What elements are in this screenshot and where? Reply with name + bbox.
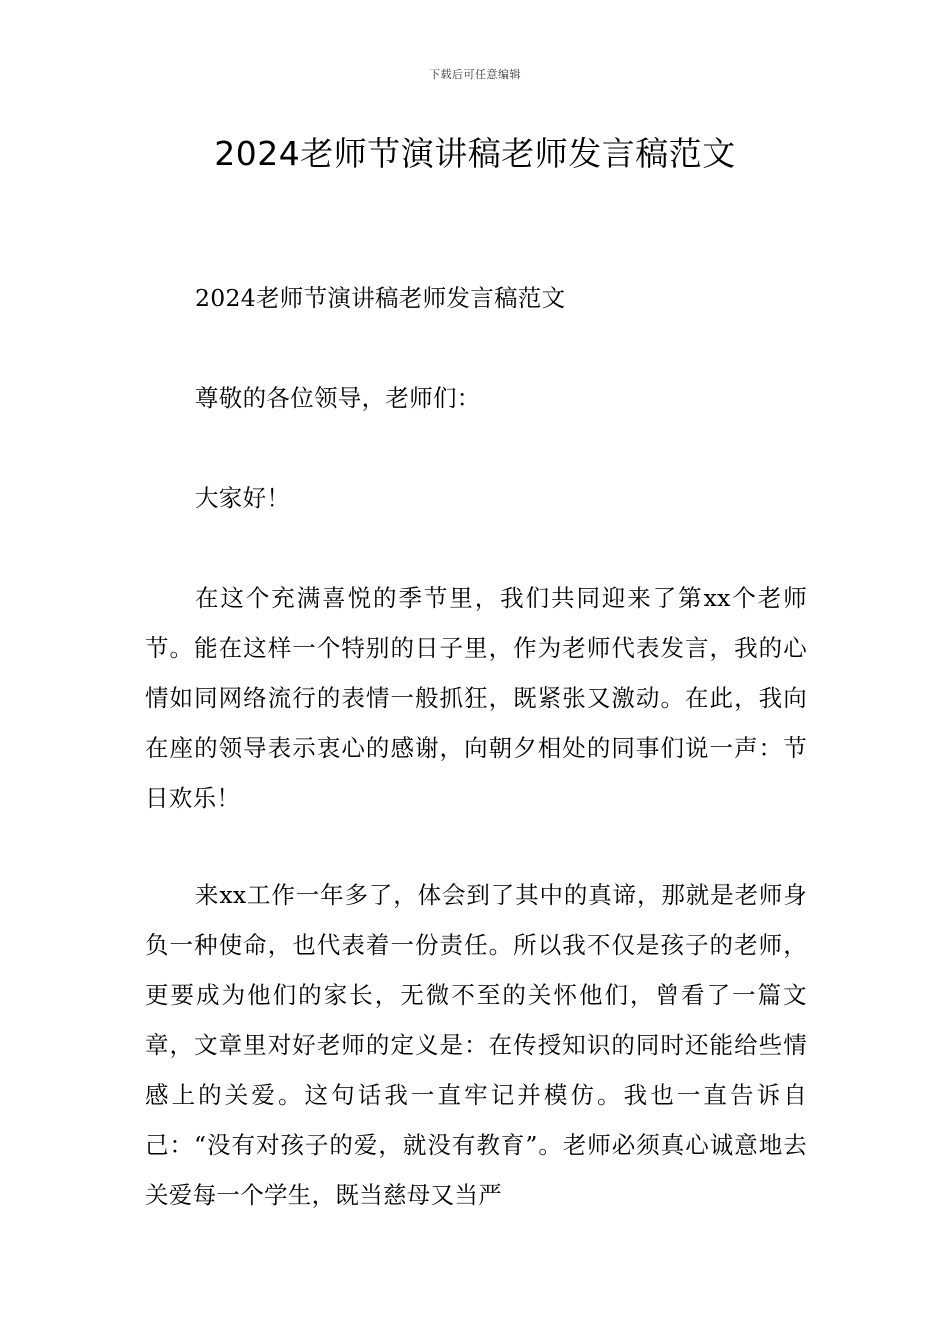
page-header-note: 下载后可任意编辑 bbox=[429, 68, 521, 81]
body-paragraph-2: 来xx工作一年多了，体会到了其中的真谛，那就是老师身负一种使命，也代表着一份责任。所以我不仅是孩子的老师，更要成为他们的家长，无微不至的关怀他们，曾看了一篇文章，文章里对好老师的定义是：在传授知识的同时还能给些情感上的关爱。这句话我一直牢记并模仿。我也一直告诉自己：“没有对孩子的爱，就没有教育”。老师必须真心诚意地去关爱每一个学生，既当慈母又当严 bbox=[145, 881, 807, 1209]
body-paragraph-1: 在这个充满喜悦的季节里，我们共同迎来了第xx个老师节。能在这样一个特别的日子里，作为老师代表发言，我的心情如同网络流行的表情一般抓狂，既紧张又激动。在此，我向在座的领导表示衷心的感谢，向朝夕相处的同事们说一声：节日欢乐！ bbox=[145, 584, 807, 812]
salutation-paragraph: 尊敬的各位领导，老师们： bbox=[195, 384, 481, 412]
document-title: 2024老师节演讲稿老师发言稿范文 bbox=[214, 134, 736, 173]
greeting-paragraph: 大家好！ bbox=[195, 484, 291, 512]
subtitle-paragraph: 2024老师节演讲稿老师发言稿范文 bbox=[195, 284, 566, 312]
